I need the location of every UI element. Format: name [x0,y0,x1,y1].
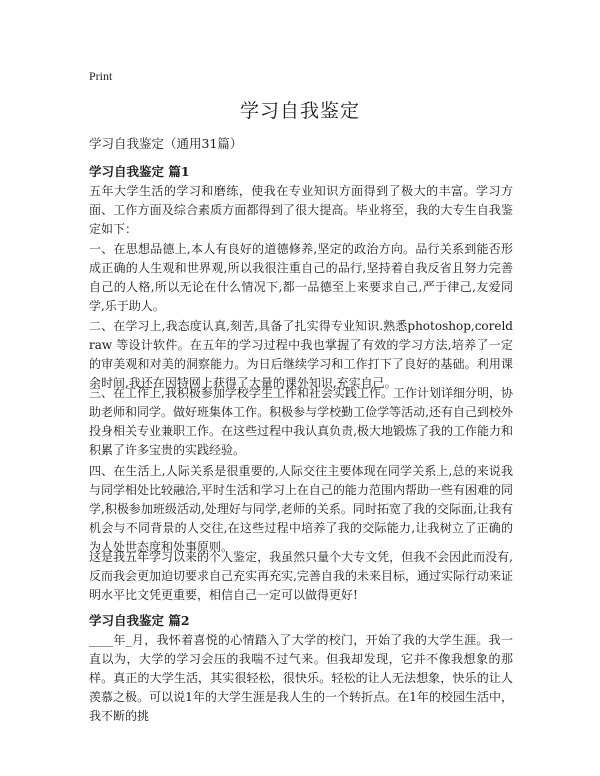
page-title: 学习自我鉴定 [239,100,360,122]
section-heading-1: 学习自我鉴定 篇1 [89,164,190,179]
print-link[interactable]: Print [89,69,113,83]
paragraph-intro: 五年大学生活的学习和磨练，使我在专业知识方面得到了极大的丰富。学习方面、工作方面及综合素质方面都得到了很大提高。毕业将至，我的大专生自我鉴定如下： [89,184,513,236]
paragraph-life: 四、在生活上,人际关系是很重要的,人际交往主要体现在同学关系上,总的来说我与同学相处比较融洽,平时生活和学习上在自己的能力范围内帮助一些有困难的同学,积极参加班级活动,处理好与同学,老师的关系。同时拓宽了我的交际面,让我有机会与不同背景的人交往,在这些过程中培养了我的交际能力,让我树立了正确的为人处世态度和处事原则。 [89,464,513,554]
paragraph-section2-intro: ____年_月，我怀着喜悦的心情踏入了大学的校门，开始了我的大学生涯。我一直以为，大学的学习会压的我喘不过气来。但我却发现，它并不像我想象的那样。真正的大学生活，其实很轻松，很快乐。轻松的让人无法想象，快乐的让人羡慕之极。可以说1年的大学生涯是我人生的一个转折点。在1年的校园生活中，我不断的挑 [89,633,513,723]
section-heading-2: 学习自我鉴定 篇2 [89,613,190,628]
document-subtitle: 学习自我鉴定（通用31篇） [89,136,243,151]
paragraph-work: 三、在工作上,我积极参加学校学生工作和社会实践工作。工作计划详细分明，协助老师和同学。做好班集体工作。积极参与学校勤工俭学等活动,还有自己到校外投身相关专业兼职工作。在这些过程中我认真负责,极大地锻炼了我的工作能力和积累了许多宝贵的实践经验。 [89,386,513,457]
paragraph-morality: 一、在思想品德上,本人有良好的道德修养,坚定的政治方向。品行关系到能否形成正确的人生观和世界观,所以我很注重自己的品行,坚持着自我反省且努力完善自己的人格,所以无论在什么情况下,都一品德至上来要求自己,严于律己,友爱同学,乐于助人。 [89,242,513,313]
paragraph-study: 二、在学习上,我态度认真,刻苦,具备了扎实得专业知识.熟悉photoshop,coreldraw 等设计软件。在五年的学习过程中我也掌握了有效的学习方法,培养了一定的审美观和对美的洞察能力。为日后继续学习和工作打下了良好的基础。利用课余时间,我还在因特网上获得了大量的课外知识,充实自己。 [89,319,513,390]
paragraph-summary: 这是我五年学习以来的个人鉴定，我虽然只量个大专文凭，但我不会因此而没有,反而我会更加迫切要求自己充实再充实,完善自我的未来目标，通过实际行动来证明水平比文凭更重要，相信自己一定可以做得更好! [89,550,513,602]
